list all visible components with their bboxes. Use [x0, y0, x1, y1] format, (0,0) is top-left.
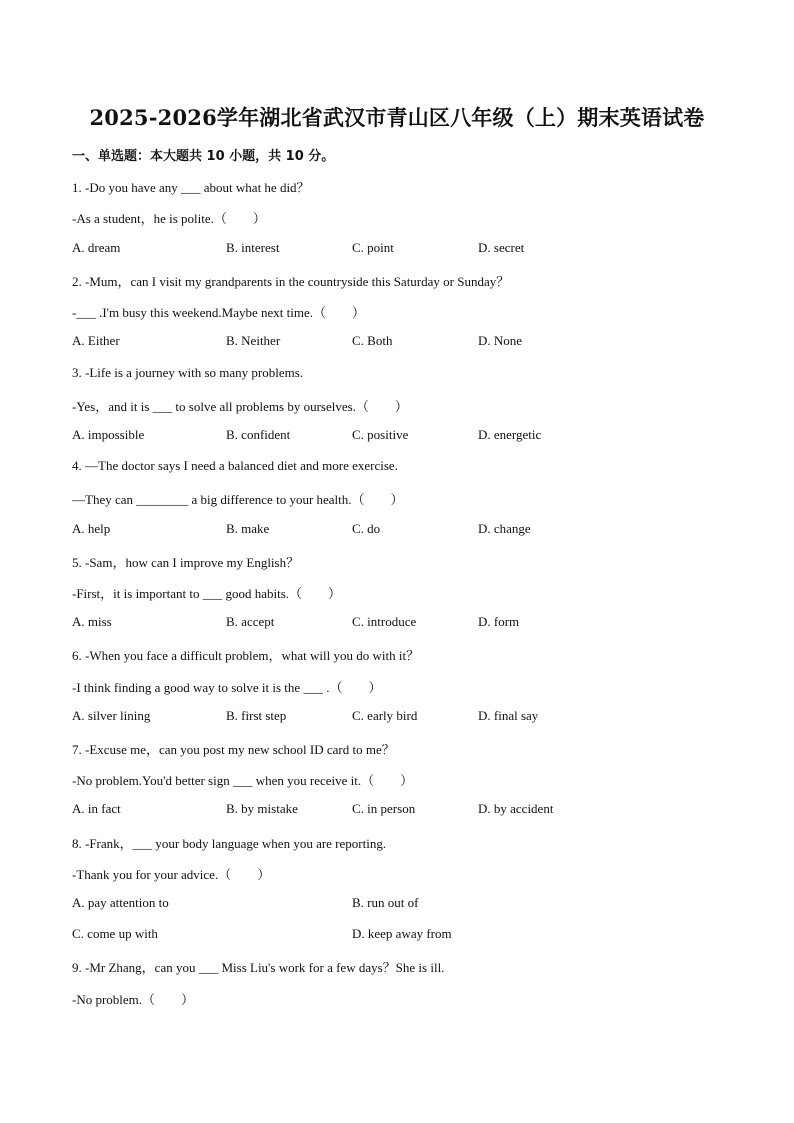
question-1-stem: 1. -Do you have any ___ about what he did？ [72, 180, 310, 195]
question-9-line2: -No problem.（ ） [72, 992, 195, 1007]
question-2-option-a: A. Either [72, 333, 120, 348]
section-heading: 一、单选题：本大题共 10 小题，共 10 分。 [72, 149, 335, 164]
question-1-option-b: B. interest [226, 240, 280, 255]
question-6-stem: 6. -When you face a difficult problem，what will you do with it？ [72, 648, 420, 663]
question-6-option-d: D. final say [478, 708, 539, 723]
question-4-option-d: D. change [478, 521, 531, 536]
question-3-option-c: C. positive [352, 427, 409, 442]
question-4-option-b: B. make [226, 521, 270, 536]
question-5-option-b: B. accept [226, 614, 275, 629]
question-4-line2: —They can ________ a big difference to your health.（ ） [72, 492, 404, 507]
question-2-line2: -___ .I'm busy this weekend.Maybe next time.（ ） [72, 305, 365, 320]
question-3-stem: 3. -Life is a journey with so many problems. [72, 365, 304, 380]
question-3-option-a: A. impossible [72, 427, 145, 442]
question-6-option-c: C. early bird [352, 708, 418, 723]
question-1-option-a: A. dream [72, 240, 121, 255]
question-5-option-c: C. introduce [352, 614, 417, 629]
question-3-line2: -Yes，and it is ___ to solve all problems by ourselves.（ ） [72, 399, 408, 414]
question-7-stem: 7. -Excuse me，can you post my new school ID card to me？ [72, 742, 395, 757]
question-5-option-d: D. form [478, 614, 520, 629]
question-6-option-a: A. silver lining [72, 708, 151, 723]
question-4-option-a: A. help [72, 521, 111, 536]
question-8-option-d: D. keep away from [352, 926, 452, 941]
question-2-option-b: B. Neither [226, 333, 281, 348]
question-6-option-b: B. first step [226, 708, 287, 723]
question-8-stem: 8. -Frank，___ your body language when you are reporting. [72, 836, 387, 851]
question-1-option-d: D. secret [478, 240, 525, 255]
page-title: 2025-2026学年湖北省武汉市青山区八年级（上）期末英语试卷 [89, 105, 705, 130]
question-5-stem: 5. -Sam，how can I improve my English？ [72, 555, 300, 570]
question-4-stem: 4. —The doctor says I need a balanced diet and more exercise. [72, 458, 398, 473]
question-1-line2: -As a student，he is polite.（ ） [72, 211, 266, 226]
question-2-option-d: D. None [478, 333, 523, 348]
question-5-line2: -First，it is important to ___ good habits.（ ） [72, 586, 342, 601]
question-3-option-b: B. confident [226, 427, 291, 442]
question-2-stem: 2. -Mum，can I visit my grandparents in the countryside this Saturday or Sunday？ [72, 274, 510, 289]
question-9-stem: 9. -Mr Zhang，can you ___ Miss Liu's work for a few days？She is ill. [72, 960, 445, 975]
question-8-option-a: A. pay attention to [72, 895, 169, 910]
question-7-line2: -No problem.You'd better sign ___ when you receive it.（ ） [72, 773, 414, 788]
question-2-option-c: C. Both [352, 333, 393, 348]
question-8-line2: -Thank you for your advice.（ ） [72, 867, 271, 882]
question-1-option-c: C. point [352, 240, 394, 255]
question-6-line2: -I think finding a good way to solve it is the ___ .（ ） [72, 680, 382, 695]
question-4-option-c: C. do [352, 521, 381, 536]
question-8-option-b: B. run out of [352, 895, 419, 910]
question-7-option-b: B. by mistake [226, 801, 298, 816]
question-3-option-d: D. energetic [478, 427, 542, 442]
question-8-option-c: C. come up with [72, 926, 158, 941]
question-7-option-c: C. in person [352, 801, 416, 816]
question-7-option-a: A. in fact [72, 801, 121, 816]
question-5-option-a: A. miss [72, 614, 112, 629]
question-7-option-d: D. by accident [478, 801, 554, 816]
